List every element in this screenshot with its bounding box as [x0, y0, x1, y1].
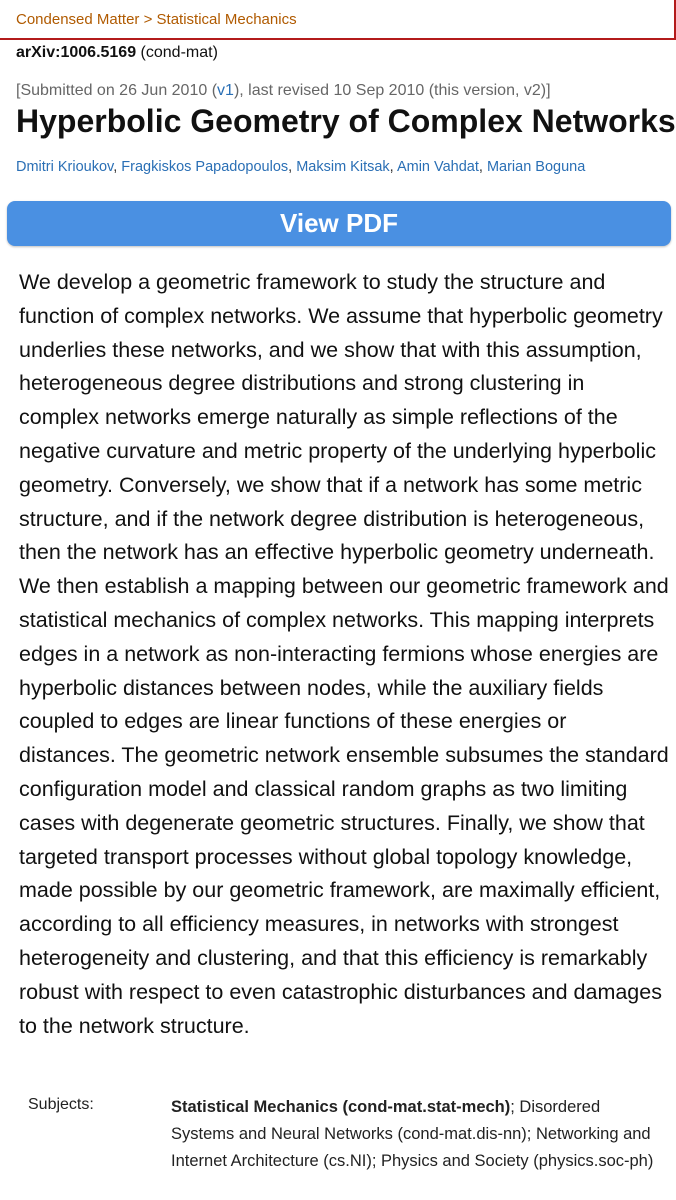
subjects-list	[171, 1094, 666, 1175]
breadcrumb	[16, 10, 297, 30]
paper-identifier	[16, 42, 218, 64]
submitted-suffix: ), last revised 10 Sep 2010 (this version, v2)]	[233, 82, 551, 99]
author-link[interactable]: Maksim Kitsak	[296, 159, 390, 175]
primary-subject: Statistical Mechanics (cond-mat.stat-mech)	[171, 1098, 511, 1116]
author-list	[16, 156, 585, 178]
author-separator: ,	[478, 159, 487, 175]
submitted-prefix: [Submitted on 26 Jun 2010 (	[16, 82, 218, 99]
breadcrumb-subcategory-link[interactable]: Statistical Mechanics	[156, 11, 297, 28]
abstract-text: We develop a geometric framework to study the structure and function of complex networks. We assume that hyperbolic geometry underlies these networks, and we show that with this assumption, heterogeneous degree distributions and strong clustering in complex networks emerge naturally as simple reflections of the negative curvature and metric property of the underlying hyperbolic geometry. Conversely, we show that if a network has some metric structure, and if the network degree distribution is heterogeneous, then the network has an effective hyperbolic geometry underneath. We then establish a mapping between our geometric framework and statistical mechanics of complex networks. This mapping interprets edges in a network as non-interacting fermions whose energies are hyperbolic distances between nodes, while the auxiliary fields coupled to edges are linear functions of these energies or distances. The geometric network ensemble subsumes the standard configuration model and classical random graphs as two limiting cases with degenerate geometric structures. Finally, we show that targeted transport processes without global topology knowledge, made possible by our geometric framework, are maximally efficient, according to all efficiency measures, in networks with strongest heterogeneity and clustering, and that this efficiency is remarkably robust with respect to even catastrophic disturbances and damages to the network structure.	[19, 270, 669, 1038]
header-divider	[0, 38, 676, 40]
author-link[interactable]: Marian Boguna	[486, 159, 586, 175]
paper-title: Hyperbolic Geometry of Complex Networks	[16, 103, 676, 139]
author-link[interactable]: Fragkiskos Papadopoulos	[121, 159, 289, 175]
version-v1-link[interactable]: v1	[217, 82, 234, 99]
arxiv-id: arXiv:1006.5169	[16, 44, 137, 61]
subjects-label: Subjects:	[28, 1096, 94, 1113]
breadcrumb-category-link[interactable]: Condensed Matter	[16, 11, 140, 28]
author-link[interactable]: Dmitri Krioukov	[16, 159, 114, 175]
author-separator: ,	[113, 159, 122, 175]
secondary-subjects: ; Disordered Systems and Neural Networks (cond-mat.dis-nn); Networking and Internet Architecture (cs.NI); Physics and Society (physics.soc-ph)	[171, 1098, 654, 1170]
author-separator: ,	[288, 159, 297, 175]
author-separator: ,	[389, 159, 397, 175]
view-pdf-button[interactable]: View PDF	[7, 201, 671, 246]
submission-history	[16, 80, 551, 102]
breadcrumb-separator: >	[139, 11, 157, 28]
author-link[interactable]: Amin Vahdat	[396, 159, 479, 175]
primary-class: (cond-mat)	[136, 44, 218, 61]
